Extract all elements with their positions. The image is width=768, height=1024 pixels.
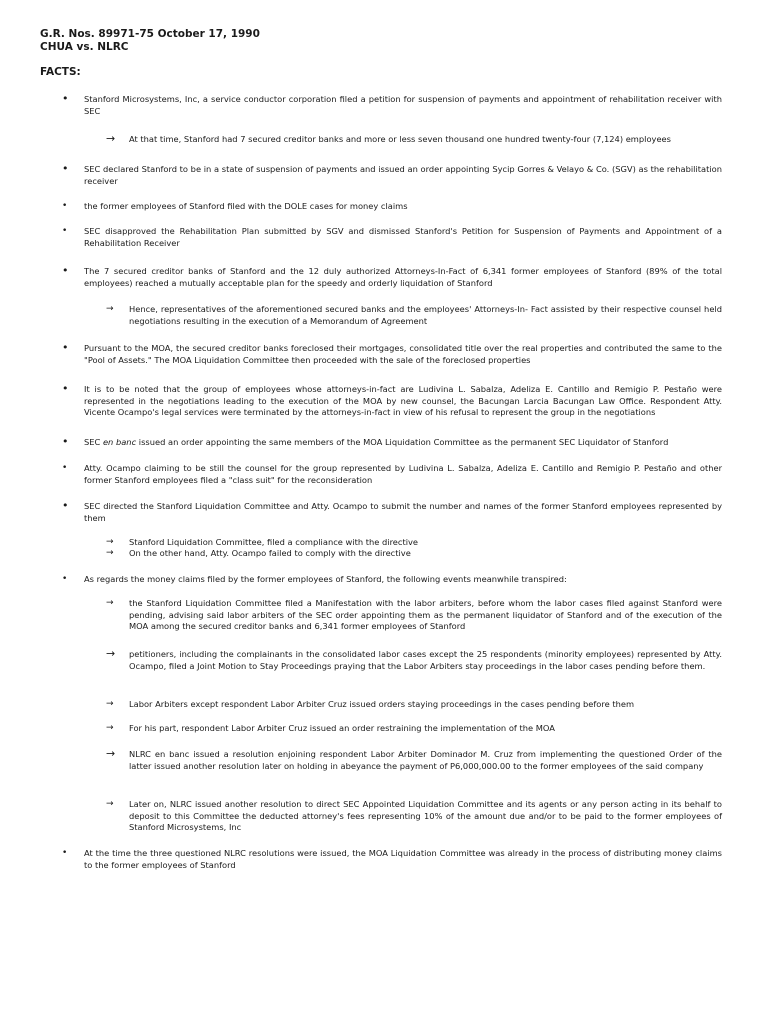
fact-subitem: On the other hand, Atty. Ocampo failed to comply with the directive xyxy=(129,548,411,558)
bullet-icon: • xyxy=(62,848,68,858)
arrow-icon: → xyxy=(106,132,116,145)
bullet-icon: • xyxy=(62,499,69,512)
bullet-icon: • xyxy=(62,201,68,211)
section-heading: FACTS: xyxy=(40,66,81,78)
bullet-icon: • xyxy=(62,341,69,354)
fact-item: At the time the three questioned NLRC resolutions were issued, the MOA Liquidation Committee was already in the process of distributing money claims to the former employees of Stanford xyxy=(84,848,722,870)
fact-subitem: Later on, NLRC issued another resolution to direct SEC Appointed Liquidation Committee and its agents or any person acting in its behalf to deposit to this Committee the deducted attorney's fees representing 10% of the amount due and/or to be paid to the former employees of Stanford Microsystems, Inc xyxy=(129,799,722,833)
fact-item: SEC declared Stanford to be in a state of suspension of payments and issued an order appointing Sycip Gorres & Velayo & Co. (SGV) as the rehabilitation receiver xyxy=(84,164,722,186)
bullet-icon: • xyxy=(62,92,69,105)
arrow-icon: → xyxy=(106,548,114,558)
case-title: CHUA vs. NLRC xyxy=(40,40,129,53)
arrow-icon: → xyxy=(106,304,114,314)
fact-text-italic: en banc xyxy=(102,437,137,447)
arrow-icon: → xyxy=(106,747,116,760)
arrow-icon: → xyxy=(106,647,116,660)
fact-subitem: Labor Arbiters except respondent Labor Arbiter Cruz issued orders staying proceedings in the cases pending before them xyxy=(129,699,635,709)
bullet-icon: • xyxy=(62,162,69,175)
fact-subitem: the Stanford Liquidation Committee filed a Manifestation with the labor arbiters, before whom the labor cases filed against Stanford were pending, advising said labor arbiters of the SEC order appointing them as the permanent liquidator of Stanford and of the execution of the MOA among the secured creditor banks and 6,341 former employees of Stanford xyxy=(129,598,722,632)
bullet-icon: • xyxy=(62,264,69,277)
fact-item xyxy=(84,437,722,449)
fact-subitem: For his part, respondent Labor Arbiter Cruz issued an order restraining the implementation of the MOA xyxy=(129,723,555,733)
fact-subitem: Hence, representatives of the aforementioned secured banks and the employees' Attorneys-In- Fact assisted by their respective counsel held negotiations resulting in the execution of a Memorandum of Agreement xyxy=(129,304,722,326)
arrow-icon: → xyxy=(106,537,114,547)
fact-item: The 7 secured creditor banks of Stanford and the 12 duly authorized Attorneys-In-Fact of 6,341 former employees of Stanford (89% of the total employees) reached a mutually acceptable plan for the speedy and orderly liquidation of Stanford xyxy=(84,266,722,288)
fact-text: issued an order appointing the same members of the MOA Liquidation Committee as the permanent SEC Liquidator of Stanford xyxy=(136,437,669,447)
case-header xyxy=(40,28,260,53)
bullet-icon: • xyxy=(62,574,68,584)
fact-item: Pursuant to the MOA, the secured creditor banks foreclosed their mortgages, consolidated title over the real properties and contributed the same to the "Pool of Assets." The MOA Liquidation Committee then proceeded with the sale of the foreclosed properties xyxy=(84,343,722,365)
arrow-icon: → xyxy=(106,723,114,733)
bullet-icon: • xyxy=(62,463,68,473)
case-number: G.R. Nos. 89971-75 October 17, 1990 xyxy=(40,28,260,40)
fact-item: It is to be noted that the group of employees whose attorneys-in-fact are Ludivina L. Sabalza, Adeliza E. Cantillo and Remigio P. Pestaño were represented in the negotiations leading to the execution of the MOA by new counsel, the Bacungan Larcia Bacungan Law Office. Respondent Atty. Vicente Ocampo's legal services were terminated by the attorneys-in-fact in view of his refusal to represent the group in the negotiations xyxy=(84,384,722,418)
arrow-icon: → xyxy=(106,799,114,809)
arrow-icon: → xyxy=(106,598,114,608)
fact-subitem: petitioners, including the complainants in the consolidated labor cases except the 25 respondents (minority employees) represented by Atty. Ocampo, filed a Joint Motion to Stay Proceedings praying that the Labor Arbiters stay proceedings in the labor cases pending before them. xyxy=(129,649,722,671)
bullet-icon: • xyxy=(62,382,69,395)
bullet-icon: • xyxy=(62,435,69,448)
fact-subitem: At that time, Stanford had 7 secured creditor banks and more or less seven thousand one hundred twenty-four (7,124) employees xyxy=(129,134,671,144)
fact-item: As regards the money claims filed by the former employees of Stanford, the following events meanwhile transpired: xyxy=(84,574,567,584)
fact-item: SEC directed the Stanford Liquidation Committee and Atty. Ocampo to submit the number and names of the former Stanford employees represented by them xyxy=(84,501,722,523)
fact-item: Stanford Microsystems, Inc, a service conductor corporation filed a petition for suspension of payments and appointment of rehabilitation receiver with SEC xyxy=(84,94,722,116)
fact-item: Atty. Ocampo claiming to be still the counsel for the group represented by Ludivina L. Sabalza, Adeliza E. Cantillo and Remigio P. Pestaño and other former Stanford employees filed a "class suit" for the reconsideration xyxy=(84,463,722,485)
fact-subitem: Stanford Liquidation Committee, filed a compliance with the directive xyxy=(129,537,419,547)
fact-subitem: NLRC en banc issued a resolution enjoining respondent Labor Arbiter Dominador M. Cruz from implementing the questioned Order of the latter issued another resolution later on holding in abeyance the payment of P6,000,000.00 to the former employees of the said company xyxy=(129,749,722,771)
bullet-icon: • xyxy=(62,226,68,236)
fact-item: SEC disapproved the Rehabilitation Plan submitted by SGV and dismissed Stanford's Petition for Suspension of Payments and Appointment of a Rehabilitation Receiver xyxy=(84,226,722,248)
fact-text: SEC xyxy=(84,437,103,447)
arrow-icon: → xyxy=(106,699,114,709)
fact-item: the former employees of Stanford filed with the DOLE cases for money claims xyxy=(84,201,408,211)
